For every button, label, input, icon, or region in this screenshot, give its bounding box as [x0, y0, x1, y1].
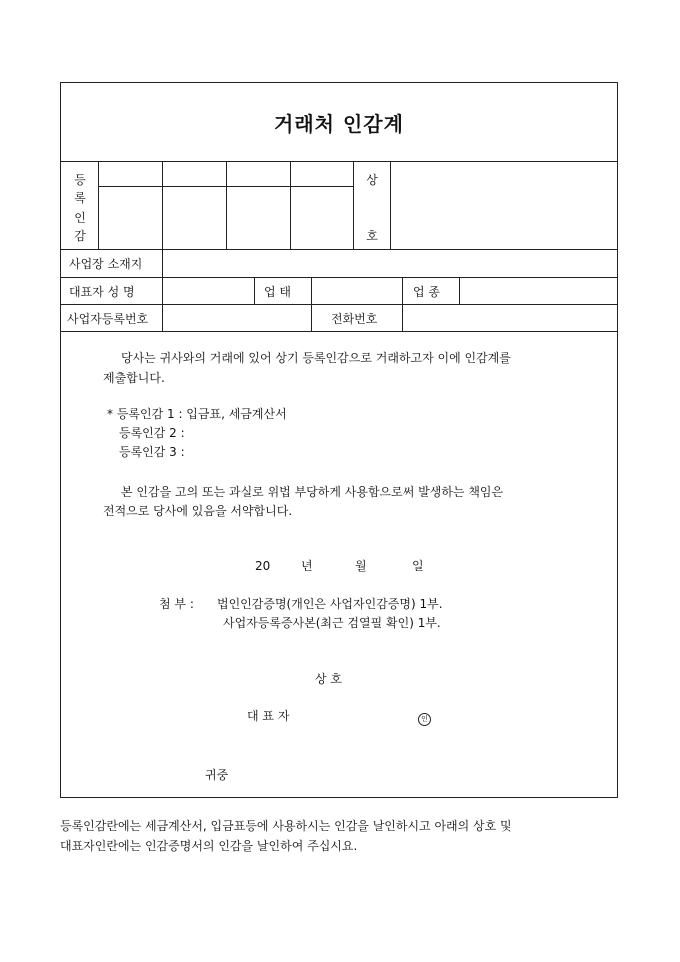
footnote-line-1: 등록인감란에는 세금계산서, 입금표등에 사용하시는 인감을 날인하시고 아래의 상호 및 — [60, 819, 512, 833]
business-item-label: 업 종 — [413, 285, 440, 299]
company-name-field[interactable] — [391, 162, 618, 249]
seal-box-2[interactable] — [163, 187, 226, 249]
sign-rep-label: 대 표 자 — [247, 709, 290, 723]
seal-box-1-top[interactable] — [99, 162, 162, 186]
seal-label-char: 감 — [74, 229, 86, 243]
seal-mark-icon — [418, 710, 431, 726]
seal-use-3: 등록인감 3 : — [119, 445, 185, 459]
seal-label-char: 등 — [74, 173, 86, 187]
seal-box-4[interactable] — [291, 187, 353, 249]
seal-box-1[interactable] — [99, 187, 162, 249]
seal-use-2: 등록인감 2 : — [119, 426, 185, 440]
business-item-field[interactable] — [460, 278, 618, 304]
footnote-line-2: 대표자인란에는 인감증명서의 인감을 날인하여 주십시요. — [60, 839, 358, 853]
declaration-line-2: 제출합니다. — [103, 371, 165, 385]
pledge-line-2: 전적으로 당사에 있음을 서약합니다. — [103, 504, 293, 518]
seal-use-1: * 등록인감 1 : 입금표, 세금계산서 — [107, 407, 287, 421]
footnote — [60, 816, 512, 856]
date-month-unit: 월 — [355, 559, 367, 573]
attachment-2: 사업자등록증사본(최근 검열필 확인) 1부. — [223, 616, 441, 630]
seal-label-char: 인 — [74, 211, 86, 225]
attachment-1: 법인인감증명(개인은 사업자인감증명) 1부. — [217, 597, 443, 611]
address-label: 사업장 소재지 — [69, 257, 143, 271]
seal-mark-text: 인 — [418, 713, 431, 726]
form-title: 거래처 인감계 — [274, 112, 404, 136]
reg-no-label: 사업자등록번호 — [67, 312, 149, 326]
pledge-line-1: 본 인감을 고의 또는 과실로 위법 부당하게 사용함으로써 발생하는 책임은 — [121, 485, 504, 499]
divider — [402, 277, 403, 304]
attachment-label: 첨 부 : — [159, 597, 194, 611]
seal-box-3[interactable] — [227, 187, 290, 249]
reg-no-field[interactable] — [163, 305, 311, 331]
phone-label: 전화번호 — [331, 312, 378, 326]
divider — [353, 161, 354, 249]
date-year-unit: 년 — [301, 559, 313, 573]
divider — [311, 304, 312, 331]
business-type-field[interactable] — [312, 278, 402, 304]
company-label-top: 상 — [366, 173, 378, 187]
phone-field[interactable] — [403, 305, 618, 331]
date-year: 20 — [255, 559, 271, 573]
seal-label-char: 록 — [74, 191, 86, 205]
address-field[interactable] — [163, 250, 618, 277]
divider — [61, 331, 618, 332]
divider — [254, 277, 255, 304]
date-day-unit: 일 — [412, 559, 424, 573]
declaration-line-1: 당사는 귀사와의 거래에 있어 상기 등록인감으로 거래하고자 이에 인감계를 — [121, 351, 511, 365]
company-label-bottom: 호 — [366, 229, 378, 243]
seal-registration-form — [60, 82, 618, 798]
sign-company-label: 상 호 — [315, 672, 342, 686]
business-type-label: 업 태 — [264, 285, 291, 299]
recipient-label: 귀중 — [205, 768, 229, 782]
rep-name-label: 대표자 성 명 — [69, 285, 135, 299]
rep-name-field[interactable] — [163, 278, 254, 304]
